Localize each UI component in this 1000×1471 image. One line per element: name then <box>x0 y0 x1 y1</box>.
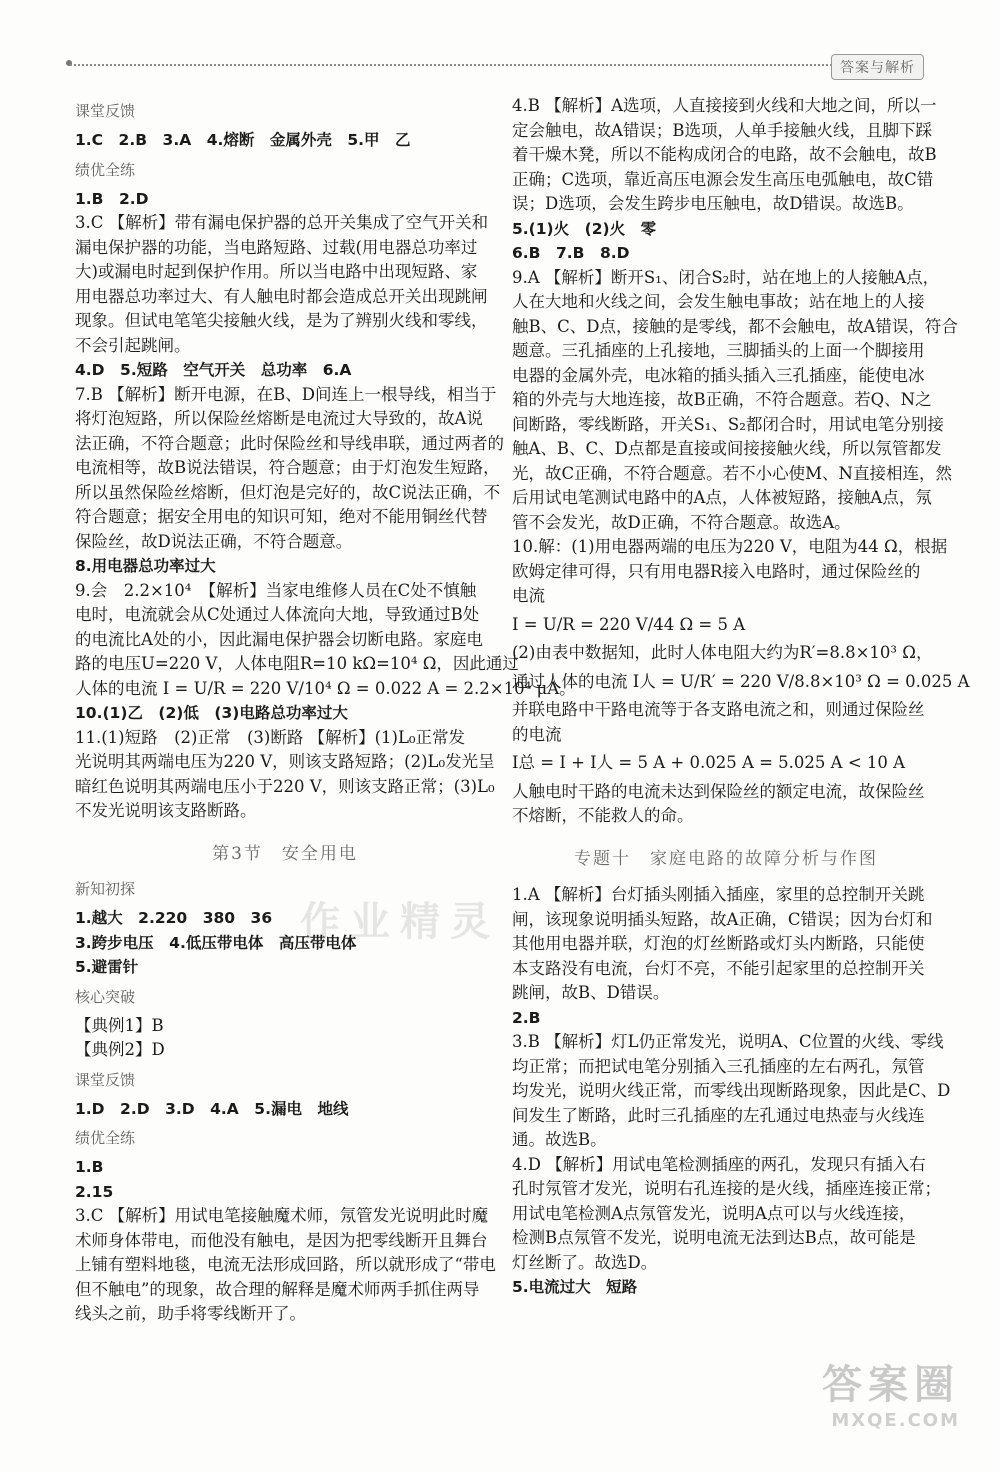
explanation-line: 孔时氖管才发光，说明右孔连接的是火线，插座连接正常； <box>512 1179 941 1198</box>
section-title: 第3节 安全用电 <box>212 843 358 864</box>
explanation-line: 符合题意；据安全用电的知识可知，绝对不能用铜丝代替 <box>75 507 488 526</box>
explanation-line: 将灯泡短路，所以保险丝熔断是电流过大导致的，故A说 <box>75 409 483 428</box>
explanation-line: 10.解：(1)用电器两端的电压为220 V，电阻为44 Ω，根据 <box>512 537 948 556</box>
explanation-line: 管不会发光，故D正确，不符合题意。故选A。 <box>512 512 851 532</box>
explanation-line: 电流 <box>512 586 545 605</box>
explanation-line: 跳闸，故B、D错误。 <box>512 983 670 1002</box>
answer-line: 6.B 7.B 8.D <box>512 244 630 262</box>
explanation-line: 4.B 【解析】A选项，人直接接到火线和大地之间，所以一 <box>512 96 937 115</box>
explanation-line: 9.会 2.2×10⁴ 【解析】当家电维修人员在C处不慎触 <box>75 580 477 600</box>
answer-line: 3.跨步电压 4.低压带电体 高压带电体 <box>75 933 357 952</box>
section-label: 绩优全练 <box>75 1129 136 1147</box>
faint-watermark-mid: 作业精灵 <box>300 899 500 945</box>
formula-line: 通过人体的电流 I人 = U/R′ = 220 V/8.8×10³ Ω = 0.025 A <box>512 671 970 691</box>
answer-line: 1.D 2.D 3.D 4.A 5.漏电 地线 <box>75 1099 349 1118</box>
explanation-line: 上铺有塑料地毯，电流无法形成回路，所以就形成了“带电 <box>75 1255 496 1274</box>
explanation-line: 后用试电笔测试电路中的A点，人体被短路，接触A点，氖 <box>512 488 932 507</box>
explanation-line: 均正常；而把试电笔分别插入三孔插座的左右两孔，氖管 <box>512 1056 925 1076</box>
answer-line: 10.(1)乙 (2)低 (3)电路总功率过大 <box>75 704 348 722</box>
explanation-line: 路的电压U=220 V，人体电阻R=10 kΩ=10⁴ Ω，因此通过 <box>75 654 519 673</box>
explanation-line: 法正确，不符合题意；此时保险丝和导线串联，通过两者的 <box>75 433 504 453</box>
explanation-line: 着干燥木凳，所以不能构成闭合的电路，故不会触电，故B <box>512 145 937 164</box>
explanation-line: (2)由表中数据知，此时人体电阻大约为R′=8.8×10³ Ω， <box>512 643 933 662</box>
explanation-line: 保险丝，故D说法正确，不符合题意。 <box>75 531 353 551</box>
answer-line: 1.B 2.D <box>75 189 149 208</box>
answer-line: 5.电流过大 短路 <box>512 1278 638 1296</box>
explanation-line: 9.A 【解析】断开S₁、闭合S₂时，站在地上的人接触A点， <box>512 267 940 287</box>
explanation-line: 题意。三孔插座的上孔接地，三脚插头的上面一个脚接用 <box>512 341 925 360</box>
explanation-line: 3.B 【解析】灯L仍正常发光，说明A、C位置的火线、零线 <box>512 1032 944 1051</box>
explanation-line: 漏电保护器的功能，当电路短路、过载(用电器总功率过 <box>75 237 478 257</box>
answer-line: 5.(1)火 (2)火 零 <box>512 219 657 238</box>
explanation-line: 并联电路中干路电流等于各支路电流之和，则通过保险丝 <box>512 700 925 719</box>
section-title: 专题十 家庭电路的故障分析与作图 <box>574 848 878 869</box>
watermark-logo-text: 答案圈 <box>822 1362 960 1408</box>
explanation-line: 触B、C、D点，接触的是零线，都不会触电，故A错误，符合 <box>512 316 958 336</box>
explanation-line: 误；D选项，会发生跨步电压触电，故D错误。故选B。 <box>512 194 914 213</box>
explanation-line: 其他用电器并联，灯泡的灯丝断路或灯头内断路，只能使 <box>512 934 925 953</box>
formula-line: I = U/R = 220 V/44 Ω = 5 A <box>512 614 746 634</box>
answer-line: 8.用电器总功率过大 <box>75 557 216 575</box>
explanation-line: 触A、B、C、D点都是直接或间接接触火线，所以氖管都发 <box>512 439 942 458</box>
explanation-line: 术师身体带电，而他没有触电，是因为把零线断开且舞台 <box>75 1230 488 1250</box>
explanation-line: 间发生了断路，此时三孔插座的左孔通过电热壶与火线连 <box>512 1105 925 1125</box>
watermark-url: MXQE.COM <box>831 1410 960 1431</box>
section-label: 绩优全练 <box>75 160 136 179</box>
explanation-line: 用电器总功率过大、有人触电时都会造成总开关出现跳闸 <box>75 286 488 306</box>
site-watermark <box>822 1353 960 1431</box>
explanation-line: 人体的电流 I = U/R = 220 V/10⁴ Ω = 0.022 A = 2.2×10⁴ μA。 <box>75 678 576 698</box>
explanation-line: 电时，电流就会从C处通过人体流向大地，导致通过B处 <box>75 605 480 624</box>
explanation-line: 人在大地和火线之间，会发生触电事故；站在地上的人接 <box>512 292 925 311</box>
explanation-line: 通。故选B。 <box>512 1130 607 1149</box>
explanation-line: 不发光说明该支路断路。 <box>75 801 257 820</box>
header-tag: 答案与解析 <box>831 54 924 80</box>
explanation-line: 大)或漏电时起到保护作用。所以当电路中出现短路、家 <box>75 262 478 281</box>
section-label: 课堂反馈 <box>75 1070 136 1089</box>
answer-line: 5.避雷针 <box>75 958 139 976</box>
explanation-line: 闸，该现象说明插头短路，故A正确，C错误；因为台灯和 <box>512 909 933 929</box>
explanation-line: 现象。但试电笔笔尖接触火线，是为了辨别火线和零线， <box>75 311 488 330</box>
answer-line: 4.D 5.短路 空气开关 总功率 6.A <box>75 361 352 379</box>
explanation-line: 1.A 【解析】台灯插头刚插入插座，家里的总控制开关跳 <box>512 885 925 904</box>
answer-line: 2.B <box>512 1008 541 1027</box>
explanation-line: 3.C 【解析】用试电笔接触魔术师，氖管发光说明此时魔 <box>75 1206 489 1225</box>
explanation-line: 正确；C选项，靠近高压电源会发生高压电弧触电，故C错 <box>512 169 934 189</box>
explanation-line: 光说明其两端电压为220 V，则该支路短路；(2)L₀发光呈 <box>75 752 495 771</box>
explanation-line: 线头之前，助手将零线断开了。 <box>75 1304 306 1323</box>
explanation-line: 本支路没有电流，台灯不亮，不能引起家里的总控制开关 <box>512 958 925 978</box>
explanation-line: 电流相等，故B说法错误，符合题意；由于灯泡发生短路， <box>75 458 500 477</box>
explanation-line: 但不触电”的现象，故合理的解释是魔术师两手抓住两导 <box>75 1279 480 1299</box>
answer-line: 1.B <box>75 1158 104 1176</box>
answer-line: 1.C 2.B 3.A 4.熔断 金属外壳 5.甲 乙 <box>75 131 411 149</box>
explanation-line: 11.(1)短路 (2)正常 (3)断路 【解析】(1)L₀正常发 <box>75 727 466 747</box>
explanation-line: 4.D 【解析】用试电笔检测插座的两孔，发现只有插入右 <box>512 1154 926 1174</box>
answer-line: 2.15 <box>75 1182 114 1201</box>
explanation-line: 箱的外壳与大地连接，故B正确，不符合题意。若Q、N之 <box>512 390 932 409</box>
explanation-line: 用试电笔检测A点氖管发光，说明A点可以与火线连接， <box>512 1203 916 1223</box>
explanation-line: 所以虽然保险丝熔断，但灯泡是完好的，故C说法正确，不 <box>75 482 501 502</box>
explanation-line: 定会触电，故A错误；B选项，人单手接触火线，且脚下踩 <box>512 120 933 140</box>
explanation-line: 【典例2】D <box>75 1040 165 1059</box>
explanation-line: 7.B 【解析】断开电源，在B、D间连上一根导线，相当于 <box>75 384 497 404</box>
header-rule <box>70 64 912 66</box>
right-column <box>512 94 970 1300</box>
section-label: 课堂反馈 <box>75 102 136 120</box>
explanation-line: 【典例1】B <box>75 1015 164 1035</box>
explanation-line: 暗红色说明其两端电压小于220 V，则该支路正常；(3)L₀ <box>75 776 495 796</box>
explanation-line: 的电流 <box>512 724 562 744</box>
answer-line: 1.越大 2.220 380 36 <box>75 909 273 927</box>
explanation-line: 间断路，零线断路，开关S₁、S₂都闭合时，用试电笔分别接 <box>512 414 944 434</box>
explanation-line: 欧姆定律可得，只有用电器R接入电路时，通过保险丝的 <box>512 561 921 581</box>
formula-line: I总 = I + I人 = 5 A + 0.025 A = 5.025 A < 10 A <box>512 753 906 772</box>
explanation-line: 灯丝断了。故选D。 <box>512 1252 658 1272</box>
explanation-line: 电器的金属外壳，电冰箱的插头插入三孔插座，能使电冰 <box>512 365 925 385</box>
explanation-line: 均发光，说明火线正常，而零线出现断路现象，因此是C、D <box>512 1081 951 1100</box>
explanation-line: 3.C 【解析】带有漏电保护器的总开关集成了空气开关和 <box>75 213 489 232</box>
explanation-line: 不熔断，不能救人的命。 <box>512 806 694 825</box>
explanation-line: 不会引起跳闸。 <box>75 335 191 355</box>
explanation-line: 的电流比A处的小，因此漏电保护器会切断电路。家庭电 <box>75 629 483 649</box>
explanation-line: 人触电时干路的电流未达到保险丝的额定电流，故保险丝 <box>512 781 925 801</box>
section-label: 新知初探 <box>75 880 136 898</box>
explanation-line: 检测B点氖管不发光，说明电流无法到达B点，故可能是 <box>512 1228 916 1247</box>
explanation-line: 光，故C正确，不符合题意。若不小心使M、N直接相连，然 <box>512 463 952 483</box>
section-label: 核心突破 <box>75 987 136 1006</box>
